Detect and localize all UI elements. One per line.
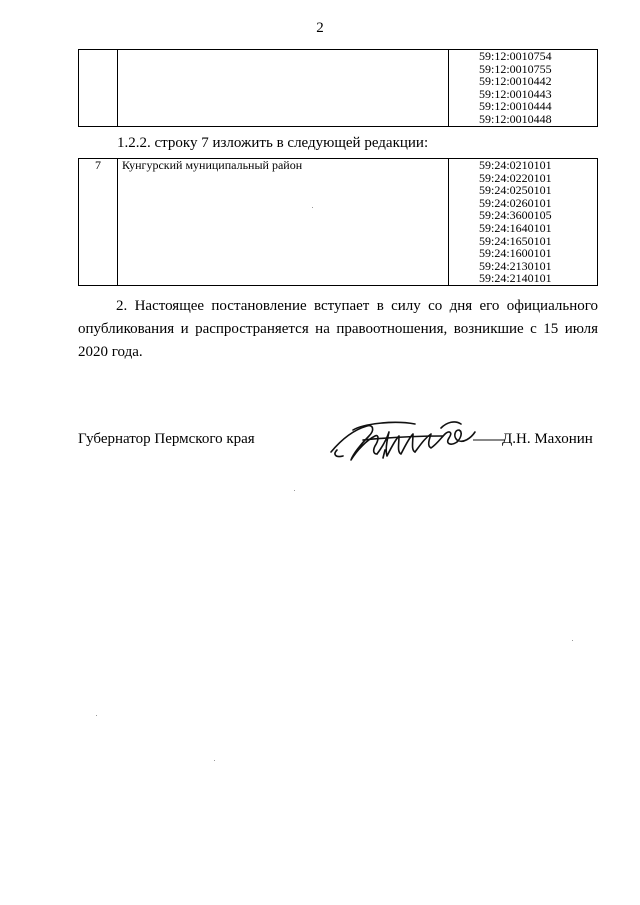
signatory-title: Губернатор Пермского края <box>78 431 255 447</box>
cadastral-code: 59:24:1600101 <box>479 246 552 261</box>
cadastral-code: 59:24:0220101 <box>479 170 552 185</box>
cadastral-code: 59:24:1640101 <box>479 220 552 235</box>
scan-speck <box>96 715 97 716</box>
table-row <box>79 50 598 127</box>
table-row <box>79 159 598 286</box>
row-number-cell <box>79 50 118 127</box>
amendment-heading: 1.2.2. строку 7 изложить в следующей редакции: <box>117 135 429 151</box>
cadastral-code: 59:24:3600105 <box>479 208 552 223</box>
cadastral-table-continued <box>78 49 598 127</box>
cadastral-code: 59:12:0010755 <box>479 61 552 76</box>
cadastral-code: 59:12:0010443 <box>479 86 552 101</box>
municipality-name-cell <box>118 50 449 127</box>
cadastral-code: 59:12:0010754 <box>479 49 552 63</box>
cadastral-codes-cell <box>449 50 598 127</box>
scan-speck <box>312 207 313 208</box>
cadastral-code: 59:24:0250101 <box>479 183 552 198</box>
cadastral-code: 59:24:0260101 <box>479 195 552 210</box>
municipality-name-cell: Кунгурский муниципальный район <box>118 159 449 286</box>
scan-speck <box>294 490 295 491</box>
cadastral-code: 59:24:1650101 <box>479 233 552 248</box>
cadastral-code: 59:24:2140101 <box>479 271 552 286</box>
cadastral-code: 59:12:0010448 <box>479 111 552 126</box>
cadastral-code: 59:24:2130101 <box>479 258 552 273</box>
cadastral-table-row-7 <box>78 158 598 286</box>
scan-speck <box>214 760 215 761</box>
page-number: 2 <box>316 20 324 36</box>
cadastral-code: 59:24:0210101 <box>479 158 552 172</box>
effective-date-paragraph: 2. Настоящее постановление вступает в силу со дня его официального опубликования и распространяется на правоотношения, возникшие с 15 июля 2020 года. <box>78 298 598 360</box>
row-number-cell: 7 <box>79 159 118 286</box>
cadastral-code: 59:12:0010442 <box>479 74 552 89</box>
scan-speck <box>572 640 573 641</box>
signatory-name: Д.Н. Махонин <box>502 431 593 447</box>
cadastral-codes-cell <box>449 159 598 286</box>
handwritten-signature <box>323 410 508 470</box>
cadastral-code: 59:12:0010444 <box>479 99 552 114</box>
